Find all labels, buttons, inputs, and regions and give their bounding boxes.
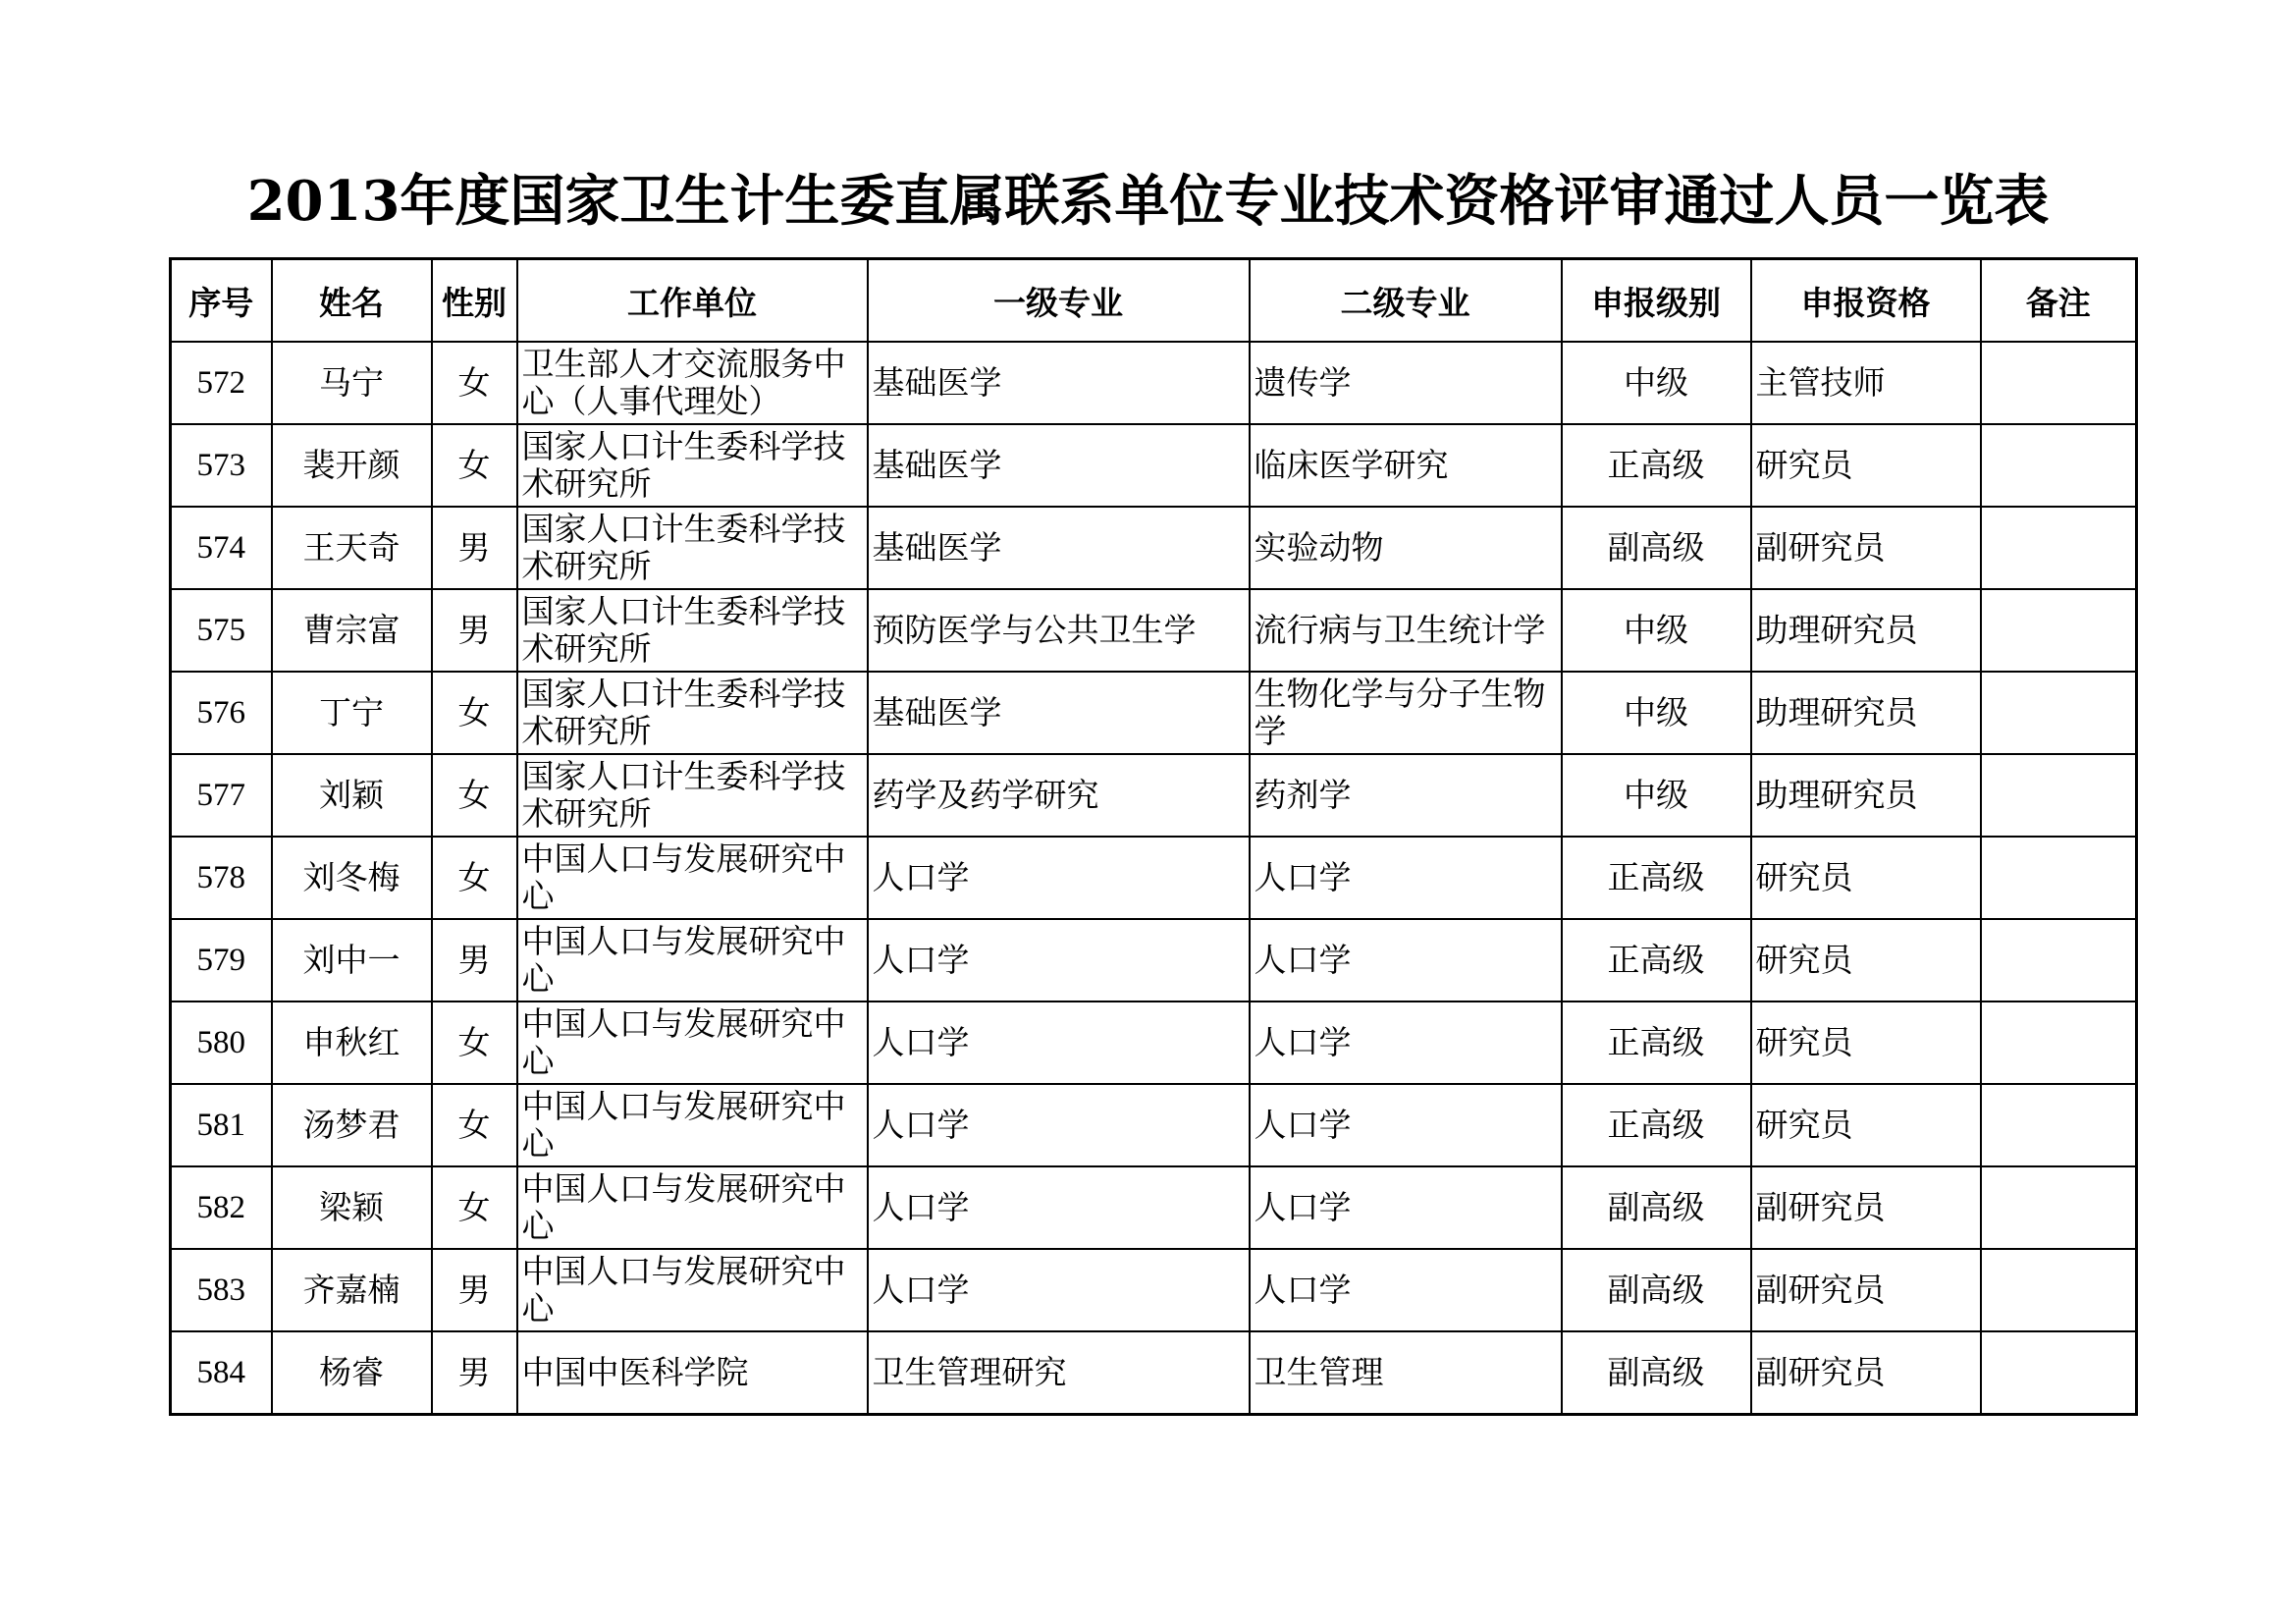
cell-major2 [1250, 754, 1562, 837]
cell-gender-text: 男 [457, 611, 491, 649]
cell-major1 [868, 754, 1250, 837]
cell-unit-text: 国家人口计生委科学技术研究所 [521, 757, 846, 833]
cell-major2 [1250, 1166, 1562, 1249]
cell-major2-text: 临床医学研究 [1254, 446, 1449, 484]
cell-name [272, 1249, 432, 1331]
cell-no-text: 582 [196, 1190, 245, 1225]
table-row [171, 1166, 2137, 1249]
cell-major1 [868, 1084, 1250, 1166]
cell-qualification [1751, 672, 1981, 754]
cell-level [1562, 424, 1751, 507]
cell-name [272, 1001, 432, 1084]
cell-major2-text: 人口学 [1254, 1271, 1352, 1309]
cell-major2-text: 人口学 [1254, 1106, 1352, 1144]
cell-no [171, 919, 272, 1001]
cell-gender [432, 507, 517, 589]
cell-name-text: 申秋红 [302, 1023, 400, 1061]
cell-qualification-text: 研究员 [1755, 858, 1853, 896]
cell-gender-text: 女 [457, 776, 491, 814]
cell-major1-text: 人口学 [872, 1188, 970, 1226]
cell-name-text: 王天奇 [302, 528, 400, 567]
cell-no [171, 672, 272, 754]
cell-major1-text: 人口学 [872, 941, 970, 979]
cell-remark [1981, 1331, 2137, 1415]
cell-major2-text: 卫生管理 [1254, 1353, 1384, 1391]
cell-major1-text: 预防医学与公共卫生学 [872, 611, 1197, 649]
cell-name [272, 1166, 432, 1249]
cell-remark [1981, 754, 2137, 837]
cell-name [272, 754, 432, 837]
cell-unit-text: 中国人口与发展研究中心 [521, 922, 846, 998]
header-cell-name: 姓名 [272, 259, 432, 343]
table-row [171, 919, 2137, 1001]
cell-qualification-text: 助理研究员 [1755, 693, 1918, 731]
cell-no-text: 573 [196, 448, 245, 483]
cell-unit [517, 1331, 868, 1415]
cell-major1 [868, 1249, 1250, 1331]
table-row [171, 1249, 2137, 1331]
cell-major1-text: 基础医学 [872, 446, 1002, 484]
cell-unit [517, 424, 868, 507]
table-row [171, 1001, 2137, 1084]
cell-level [1562, 1249, 1751, 1331]
cell-name [272, 424, 432, 507]
cell-name-text: 曹宗富 [302, 611, 400, 649]
cell-name [272, 1331, 432, 1415]
cell-name-text: 刘冬梅 [302, 858, 400, 896]
table-row [171, 424, 2137, 507]
cell-no [171, 1001, 272, 1084]
cell-unit-text: 中国人口与发展研究中心 [521, 1004, 846, 1080]
cell-no-text: 583 [196, 1272, 245, 1308]
cell-remark [1981, 1249, 2137, 1331]
cell-major2 [1250, 837, 1562, 919]
cell-unit-text: 中国人口与发展研究中心 [521, 1252, 846, 1327]
table-row [171, 1084, 2137, 1166]
cell-remark [1981, 837, 2137, 919]
cell-unit-text: 国家人口计生委科学技术研究所 [521, 675, 846, 750]
cell-qualification-text: 主管技师 [1755, 363, 1886, 402]
cell-major2 [1250, 1249, 1562, 1331]
header-cell-no: 序号 [171, 259, 272, 343]
cell-major2-text: 遗传学 [1254, 363, 1352, 402]
cell-level [1562, 589, 1751, 672]
cell-qualification [1751, 1249, 1981, 1331]
cell-level-text: 副高级 [1607, 1188, 1705, 1226]
cell-major2-text: 人口学 [1254, 1023, 1352, 1061]
header-cell-gender: 性别 [432, 259, 517, 343]
cell-name-text: 齐嘉楠 [302, 1271, 400, 1309]
cell-major2 [1250, 919, 1562, 1001]
cell-major1 [868, 919, 1250, 1001]
cell-qualification-text: 研究员 [1755, 1106, 1853, 1144]
cell-unit [517, 507, 868, 589]
table-row [171, 589, 2137, 672]
cell-name [272, 1084, 432, 1166]
cell-major1 [868, 424, 1250, 507]
cell-name-text: 梁颖 [319, 1188, 384, 1226]
cell-gender-text: 女 [457, 693, 491, 731]
cell-unit [517, 837, 868, 919]
cell-qualification-text: 副研究员 [1755, 528, 1886, 567]
cell-level-text: 副高级 [1607, 528, 1705, 567]
cell-name [272, 589, 432, 672]
cell-gender [432, 837, 517, 919]
cell-qualification [1751, 342, 1981, 424]
cell-gender [432, 342, 517, 424]
cell-level-text: 中级 [1624, 363, 1688, 402]
cell-major2-text: 生物化学与分子生物学 [1254, 675, 1546, 750]
table-row [171, 672, 2137, 754]
cell-no-text: 580 [196, 1025, 245, 1060]
cell-no [171, 1331, 272, 1415]
header-cell-qualification: 申报资格 [1751, 259, 1981, 343]
cell-level-text: 正高级 [1607, 858, 1705, 896]
cell-no [171, 589, 272, 672]
cell-level [1562, 837, 1751, 919]
cell-qualification-text: 助理研究员 [1755, 776, 1918, 814]
cell-major1 [868, 1001, 1250, 1084]
cell-no-text: 578 [196, 860, 245, 895]
cell-gender-text: 女 [457, 1106, 491, 1144]
cell-qualification [1751, 424, 1981, 507]
cell-level [1562, 754, 1751, 837]
cell-unit [517, 1249, 868, 1331]
cell-gender [432, 1001, 517, 1084]
cell-qualification-text: 助理研究员 [1755, 611, 1918, 649]
cell-remark [1981, 919, 2137, 1001]
cell-unit [517, 1166, 868, 1249]
cell-qualification-text: 研究员 [1755, 446, 1853, 484]
cell-major2-text: 人口学 [1254, 858, 1352, 896]
cell-name [272, 342, 432, 424]
header-cell-level: 申报级别 [1562, 259, 1751, 343]
cell-unit [517, 1084, 868, 1166]
cell-gender [432, 1084, 517, 1166]
cell-no-text: 584 [196, 1355, 245, 1390]
cell-unit [517, 919, 868, 1001]
cell-name-text: 刘颖 [319, 776, 384, 814]
cell-qualification-text: 研究员 [1755, 1023, 1853, 1061]
cell-no-text: 574 [196, 530, 245, 566]
table-row [171, 342, 2137, 424]
cell-gender-text: 男 [457, 1271, 491, 1309]
cell-major1 [868, 1166, 1250, 1249]
cell-major2 [1250, 589, 1562, 672]
cell-major1 [868, 342, 1250, 424]
cell-level [1562, 1001, 1751, 1084]
cell-no [171, 837, 272, 919]
header-cell-major2: 二级专业 [1250, 259, 1562, 343]
cell-gender [432, 1166, 517, 1249]
cell-major1 [868, 507, 1250, 589]
table-row [171, 754, 2137, 837]
cell-unit-text: 中国人口与发展研究中心 [521, 1169, 846, 1245]
cell-gender-text: 男 [457, 528, 491, 567]
cell-no [171, 1166, 272, 1249]
cell-level-text: 副高级 [1607, 1353, 1705, 1391]
cell-no-text: 577 [196, 778, 245, 813]
cell-gender-text: 男 [457, 941, 491, 979]
cell-gender-text: 女 [457, 1188, 491, 1226]
cell-no [171, 507, 272, 589]
cell-gender-text: 男 [457, 1353, 491, 1391]
cell-major1-text: 基础医学 [872, 528, 1002, 567]
cell-major1-text: 人口学 [872, 858, 970, 896]
cell-qualification-text: 研究员 [1755, 941, 1853, 979]
cell-qualification [1751, 1331, 1981, 1415]
cell-major2-text: 人口学 [1254, 1188, 1352, 1226]
cell-no [171, 1084, 272, 1166]
cell-unit-text: 卫生部人才交流服务中心（人事代理处） [521, 345, 846, 420]
cell-major2 [1250, 1084, 1562, 1166]
cell-major1-text: 基础医学 [872, 363, 1002, 402]
cell-unit [517, 589, 868, 672]
cell-gender-text: 女 [457, 446, 491, 484]
cell-gender [432, 1331, 517, 1415]
cell-major2-text: 实验动物 [1254, 528, 1384, 567]
cell-level-text: 正高级 [1607, 1106, 1705, 1144]
personnel-table [169, 257, 2138, 1416]
cell-major1 [868, 837, 1250, 919]
cell-major2-text: 流行病与卫生统计学 [1254, 611, 1546, 649]
table-row [171, 507, 2137, 589]
cell-remark [1981, 507, 2137, 589]
cell-major2 [1250, 1331, 1562, 1415]
cell-level-text: 正高级 [1607, 446, 1705, 484]
cell-major1 [868, 589, 1250, 672]
cell-remark [1981, 1001, 2137, 1084]
cell-major1-text: 基础医学 [872, 693, 1002, 731]
cell-remark [1981, 1166, 2137, 1249]
cell-remark [1981, 1084, 2137, 1166]
cell-remark [1981, 672, 2137, 754]
cell-major2-text: 人口学 [1254, 941, 1352, 979]
cell-unit-text: 中国人口与发展研究中心 [521, 839, 846, 915]
cell-major1-text: 药学及药学研究 [872, 776, 1099, 814]
cell-gender-text: 女 [457, 363, 491, 402]
cell-level [1562, 342, 1751, 424]
cell-qualification [1751, 754, 1981, 837]
cell-unit [517, 754, 868, 837]
header-cell-major1: 一级专业 [868, 259, 1250, 343]
cell-unit [517, 672, 868, 754]
cell-gender [432, 754, 517, 837]
cell-name [272, 507, 432, 589]
cell-gender-text: 女 [457, 1023, 491, 1061]
page-title: 2013年度国家卫生计生委直属联系单位专业技术资格评审通过人员一览表 [246, 169, 2050, 234]
cell-level-text: 中级 [1624, 611, 1688, 649]
cell-level-text: 中级 [1624, 776, 1688, 814]
cell-no [171, 1249, 272, 1331]
cell-unit-text: 中国中医科学院 [521, 1353, 749, 1391]
cell-remark [1981, 342, 2137, 424]
cell-unit [517, 342, 868, 424]
cell-qualification [1751, 1084, 1981, 1166]
cell-qualification [1751, 589, 1981, 672]
cell-name-text: 汤梦君 [302, 1106, 400, 1144]
cell-unit [517, 1001, 868, 1084]
cell-gender [432, 424, 517, 507]
cell-no-text: 579 [196, 943, 245, 978]
cell-name-text: 杨睿 [319, 1353, 384, 1391]
cell-no [171, 754, 272, 837]
cell-unit-text: 国家人口计生委科学技术研究所 [521, 427, 846, 503]
cell-level-text: 正高级 [1607, 941, 1705, 979]
cell-name [272, 837, 432, 919]
cell-major2 [1250, 672, 1562, 754]
cell-no [171, 424, 272, 507]
cell-level [1562, 672, 1751, 754]
cell-level-text: 副高级 [1607, 1271, 1705, 1309]
cell-gender [432, 919, 517, 1001]
cell-major2 [1250, 507, 1562, 589]
cell-qualification [1751, 1166, 1981, 1249]
cell-name [272, 919, 432, 1001]
cell-major1 [868, 1331, 1250, 1415]
header-row [171, 259, 2137, 343]
cell-level [1562, 507, 1751, 589]
cell-unit-text: 中国人口与发展研究中心 [521, 1087, 846, 1163]
cell-major2 [1250, 1001, 1562, 1084]
cell-level [1562, 1331, 1751, 1415]
cell-gender [432, 589, 517, 672]
cell-name [272, 672, 432, 754]
cell-qualification-text: 副研究员 [1755, 1271, 1886, 1309]
cell-qualification-text: 副研究员 [1755, 1353, 1886, 1391]
cell-remark [1981, 589, 2137, 672]
cell-major1-text: 人口学 [872, 1023, 970, 1061]
cell-gender [432, 672, 517, 754]
cell-level-text: 中级 [1624, 693, 1688, 731]
cell-major1-text: 卫生管理研究 [872, 1353, 1067, 1391]
cell-name-text: 裴开颜 [302, 446, 400, 484]
table-row [171, 1331, 2137, 1415]
table-row [171, 837, 2137, 919]
cell-no-text: 572 [196, 365, 245, 401]
cell-major1-text: 人口学 [872, 1271, 970, 1309]
cell-name-text: 丁宁 [319, 693, 384, 731]
table-body [171, 342, 2137, 1415]
cell-major2 [1250, 424, 1562, 507]
cell-level [1562, 919, 1751, 1001]
cell-qualification [1751, 507, 1981, 589]
cell-no [171, 342, 272, 424]
cell-no-text: 581 [196, 1108, 245, 1143]
cell-major1-text: 人口学 [872, 1106, 970, 1144]
cell-unit-text: 国家人口计生委科学技术研究所 [521, 592, 846, 668]
header-cell-remark: 备注 [1981, 259, 2137, 343]
cell-name-text: 马宁 [319, 363, 384, 402]
cell-level-text: 正高级 [1607, 1023, 1705, 1061]
header-cell-unit: 工作单位 [517, 259, 868, 343]
cell-qualification [1751, 919, 1981, 1001]
cell-gender [432, 1249, 517, 1331]
cell-qualification [1751, 837, 1981, 919]
cell-no-text: 576 [196, 695, 245, 731]
cell-name-text: 刘中一 [302, 941, 400, 979]
cell-qualification [1751, 1001, 1981, 1084]
cell-major2 [1250, 342, 1562, 424]
cell-unit-text: 国家人口计生委科学技术研究所 [521, 510, 846, 585]
cell-major2-text: 药剂学 [1254, 776, 1352, 814]
cell-qualification-text: 副研究员 [1755, 1188, 1886, 1226]
cell-no-text: 575 [196, 613, 245, 648]
cell-remark [1981, 424, 2137, 507]
cell-level [1562, 1166, 1751, 1249]
cell-gender-text: 女 [457, 858, 491, 896]
cell-major1 [868, 672, 1250, 754]
cell-level [1562, 1084, 1751, 1166]
